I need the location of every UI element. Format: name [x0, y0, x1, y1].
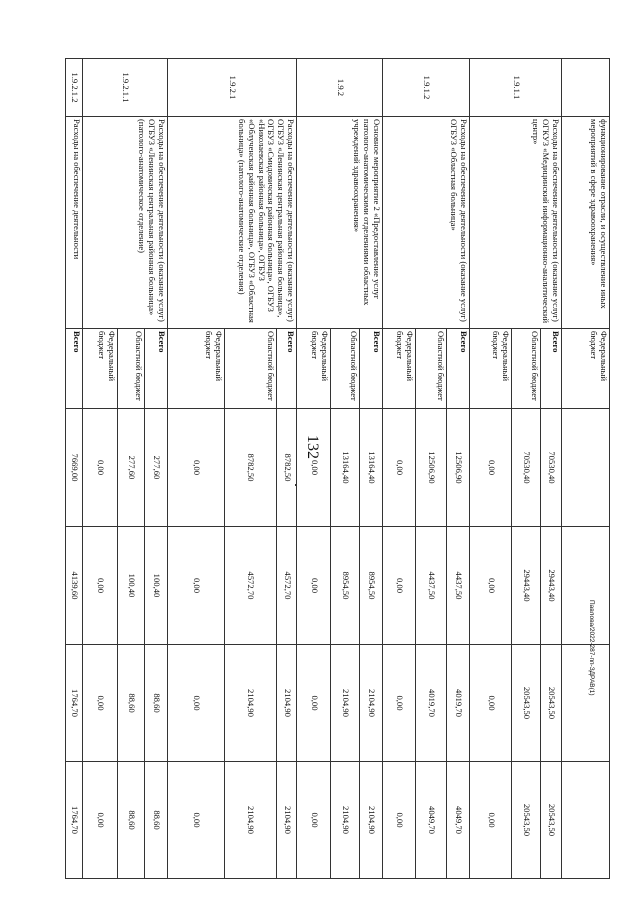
value-col-3: 4019,70	[416, 645, 447, 762]
row-code: 1.9.1.1	[470, 59, 562, 117]
value-col-2: 4572,70	[224, 527, 276, 645]
page-number: 132	[304, 435, 321, 459]
value-col-3: 0,00	[297, 645, 330, 762]
value-col-1: 70530,40	[512, 409, 541, 527]
value-col-3: 2104,90	[330, 645, 359, 762]
funding-source: Всего	[66, 329, 83, 409]
funding-source: Федеральный бюджет	[168, 329, 224, 409]
row-code: 1.9.2.1.2	[66, 59, 83, 117]
value-col-4: 2104,90	[359, 762, 382, 879]
value-col-3: 2104,90	[276, 645, 297, 762]
value-col-4: 20543,50	[541, 762, 562, 879]
funding-source: Федеральный бюджет	[297, 329, 330, 409]
value-col-2: 29443,40	[541, 527, 562, 645]
table-row	[276, 59, 297, 879]
row-description: функционирование отрасли, и осуществление иных мероприятий в сфере здравоохранения»	[562, 117, 610, 329]
row-code: 1.9.1.2	[382, 59, 470, 117]
funding-source: Всего	[145, 329, 168, 409]
funding-source: Областной бюджет	[118, 329, 145, 409]
value-col-1: 13164,40	[359, 409, 382, 527]
value-col-2: 8954,50	[359, 527, 382, 645]
funding-source: Областной бюджет	[512, 329, 541, 409]
value-col-4: 0,00	[382, 762, 415, 879]
value-col-1: 13164,40	[330, 409, 359, 527]
funding-source: Федеральный бюджет	[382, 329, 415, 409]
rotated-table-stage	[65, 58, 610, 878]
row-description: Расходы на обеспечение деятельности (оказание услуг) ОГКУЗ «Медицинский информационно-аналитический центр»	[470, 117, 562, 329]
value-col-2: 8954,50	[330, 527, 359, 645]
value-col-3: 0,00	[470, 645, 512, 762]
value-col-2: 29443,40	[512, 527, 541, 645]
value-col-2: 4437,50	[416, 527, 447, 645]
funding-source: Всего	[541, 329, 562, 409]
value-col-2: 0,00	[470, 527, 512, 645]
value-col-1: 70530,40	[541, 409, 562, 527]
row-description: Расходы на обеспечение деятельности (оказание услуг) ОГБУЗ «Ленинская центральная районная больница», ОГБУЗ «Смидовичская районная больница», ОГБУЗ «Николаевская районная больница», ОГБУЗ «Облученская районная больница», ОГБУЗ «Областная больница» (патолого-анатомические отделения)	[168, 117, 297, 329]
funding-source: Всего	[359, 329, 382, 409]
value-col-4: 0,00	[470, 762, 512, 879]
value-col-2: 100,40	[118, 527, 145, 645]
value-col-2	[562, 527, 610, 645]
value-col-2: 0,00	[168, 527, 224, 645]
value-col-4: 20543,50	[512, 762, 541, 879]
value-col-1: 0,00	[82, 409, 117, 527]
value-col-1: 8782,50	[224, 409, 276, 527]
value-col-4: 0,00	[297, 762, 330, 879]
value-col-1: 8782,50	[276, 409, 297, 527]
document-footer-code: Павлова/2022-287-пп-ЗДРАВ(1)	[588, 600, 595, 696]
funding-source: Всего	[276, 329, 297, 409]
funding-source: Всего	[447, 329, 470, 409]
value-col-3: 2104,90	[359, 645, 382, 762]
table-row	[359, 59, 382, 879]
value-col-2: 0,00	[82, 527, 117, 645]
value-col-1	[562, 409, 610, 527]
value-col-3: 88,60	[145, 645, 168, 762]
value-col-3: 88,60	[118, 645, 145, 762]
funding-source: Областной бюджет	[416, 329, 447, 409]
value-col-1: 277,60	[145, 409, 168, 527]
table-row	[447, 59, 470, 879]
table-row	[541, 59, 562, 879]
funding-source: Федеральный бюджет	[82, 329, 117, 409]
funding-source: Областной бюджет	[224, 329, 276, 409]
value-col-2: 100,40	[145, 527, 168, 645]
value-col-3: 20543,50	[512, 645, 541, 762]
row-description: Расходы на обеспечение деятельности (оказание услуг) ОГБУЗ «Ленинская центральная районная больница» (патолого-анатомическое отделение)	[82, 117, 167, 329]
row-description: Расходы на обеспечение деятельности	[66, 117, 83, 329]
value-col-2: 0,00	[382, 527, 415, 645]
value-col-1: 12506,90	[447, 409, 470, 527]
value-col-4: 1764,70	[66, 762, 83, 879]
value-col-4: 4049,70	[416, 762, 447, 879]
row-code	[562, 59, 610, 117]
value-col-1: 0,00	[470, 409, 512, 527]
row-description: Основное мероприятие 2 «Предоставление услуг патолого-анатомическими отделениями областных учреждений здравоохранения»	[297, 117, 382, 329]
value-col-4: 4049,70	[447, 762, 470, 879]
value-col-4: 2104,90	[276, 762, 297, 879]
value-col-1: 7669,00	[66, 409, 83, 527]
value-col-4: 88,60	[145, 762, 168, 879]
row-code: 1.9.2.1.1	[82, 59, 167, 117]
value-col-3: 2104,90	[224, 645, 276, 762]
value-col-2: 0,00	[297, 527, 330, 645]
row-code: 1.9.2	[297, 59, 382, 117]
value-col-4: 0,00	[168, 762, 224, 879]
row-description: Расходы на обеспечение деятельности (оказание услуг) ОГБУЗ «Областная больница»	[382, 117, 470, 329]
table-row	[66, 59, 83, 879]
value-col-4: 88,60	[118, 762, 145, 879]
funding-source: Федеральный бюджет	[470, 329, 512, 409]
budget-table	[65, 58, 610, 879]
value-col-1: 0,00	[168, 409, 224, 527]
value-col-4: 2104,90	[224, 762, 276, 879]
value-col-3: 0,00	[82, 645, 117, 762]
value-col-4: 2104,90	[330, 762, 359, 879]
value-col-4: 0,00	[82, 762, 117, 879]
value-col-2: 4572,70	[276, 527, 297, 645]
value-col-3: 0,00	[168, 645, 224, 762]
value-col-2: 4139,60	[66, 527, 83, 645]
funding-source: Федеральный бюджет	[562, 329, 610, 409]
value-col-1: 0,00	[297, 409, 330, 527]
table-row	[562, 59, 610, 879]
value-col-4	[562, 762, 610, 879]
value-col-3: 1764,70	[66, 645, 83, 762]
row-code: 1.9.2.1	[168, 59, 297, 117]
value-col-1: 12506,90	[416, 409, 447, 527]
value-col-3: 4019,70	[447, 645, 470, 762]
value-col-3: 20543,50	[541, 645, 562, 762]
value-col-1: 0,00	[382, 409, 415, 527]
funding-source: Областной бюджет	[330, 329, 359, 409]
value-col-3	[562, 645, 610, 762]
value-col-2: 4437,50	[447, 527, 470, 645]
table-row	[145, 59, 168, 879]
value-col-1: 277,60	[118, 409, 145, 527]
value-col-3: 0,00	[382, 645, 415, 762]
